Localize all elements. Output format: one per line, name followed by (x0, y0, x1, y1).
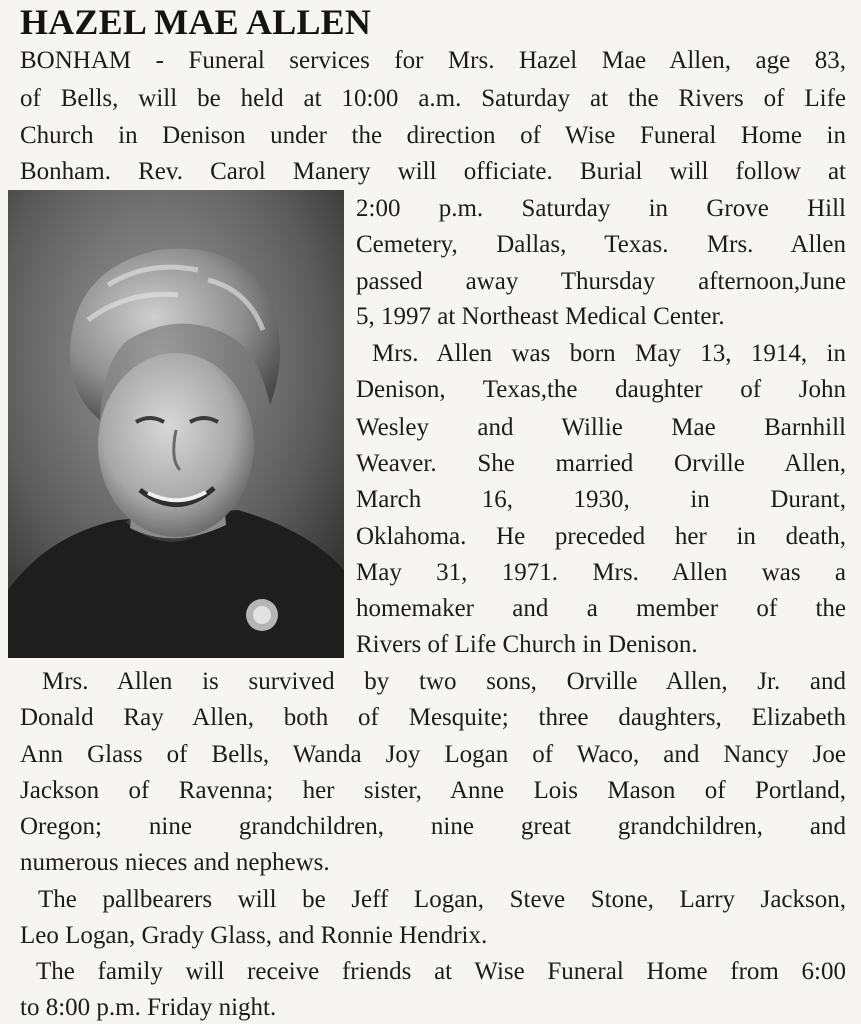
headline: HAZEL MAE ALLEN (20, 2, 372, 42)
portrait-image (8, 190, 344, 658)
text-line: Jackson of Ravenna; her sister, Anne Lois Mason of Portland, (20, 777, 846, 804)
text-line: Church in Denison under the direction of Wise Funeral Home in (20, 122, 846, 149)
text-line: passed away Thursday afternoon,June (356, 268, 846, 295)
text-line: of Bells, will be held at 10:00 a.m. Saturday at the Rivers of Life (20, 85, 846, 112)
text-line: Denison, Texas,the daughter of John (356, 376, 846, 403)
text-line: Oklahoma. He preceded her in death, (356, 523, 846, 550)
text-line: Ann Glass of Bells, Wanda Joy Logan of Waco, and Nancy Joe (20, 741, 846, 768)
text-line: Donald Ray Allen, both of Mesquite; three daughters, Elizabeth (20, 704, 846, 731)
text-line: numerous nieces and nephews. (20, 849, 330, 876)
text-line: BONHAM - Funeral services for Mrs. Hazel Mae Allen, age 83, (20, 47, 846, 74)
text-line: Leo Logan, Grady Glass, and Ronnie Hendrix. (20, 922, 488, 949)
text-line: to 8:00 p.m. Friday night. (20, 994, 277, 1021)
text-line: homemaker and a member of the (356, 595, 846, 622)
text-line: 5, 1997 at Northeast Medical Center. (356, 303, 725, 330)
text-line: Weaver. She married Orville Allen, (356, 450, 846, 477)
text-line: Bonham. Rev. Carol Manery will officiate. Burial will follow at (20, 158, 846, 185)
text-line: The pallbearers will be Jeff Logan, Steve Stone, Larry Jackson, (38, 886, 846, 913)
portrait-photo (8, 190, 344, 658)
text-line: Mrs. Allen was born May 13, 1914, in (372, 340, 846, 367)
text-line: March 16, 1930, in Durant, (356, 486, 846, 513)
text-line: 2:00 p.m. Saturday in Grove Hill (356, 195, 846, 222)
text-line: The family will receive friends at Wise Funeral Home from 6:00 (36, 958, 846, 985)
text-line: Mrs. Allen is survived by two sons, Orville Allen, Jr. and (42, 668, 846, 695)
text-line: Wesley and Willie Mae Barnhill (356, 414, 846, 441)
text-line: Cemetery, Dallas, Texas. Mrs. Allen (356, 231, 846, 258)
text-line: Rivers of Life Church in Denison. (356, 631, 698, 658)
text-line: May 31, 1971. Mrs. Allen was a (356, 559, 846, 586)
text-line: Oregon; nine grandchildren, nine great grandchildren, and (20, 813, 846, 840)
